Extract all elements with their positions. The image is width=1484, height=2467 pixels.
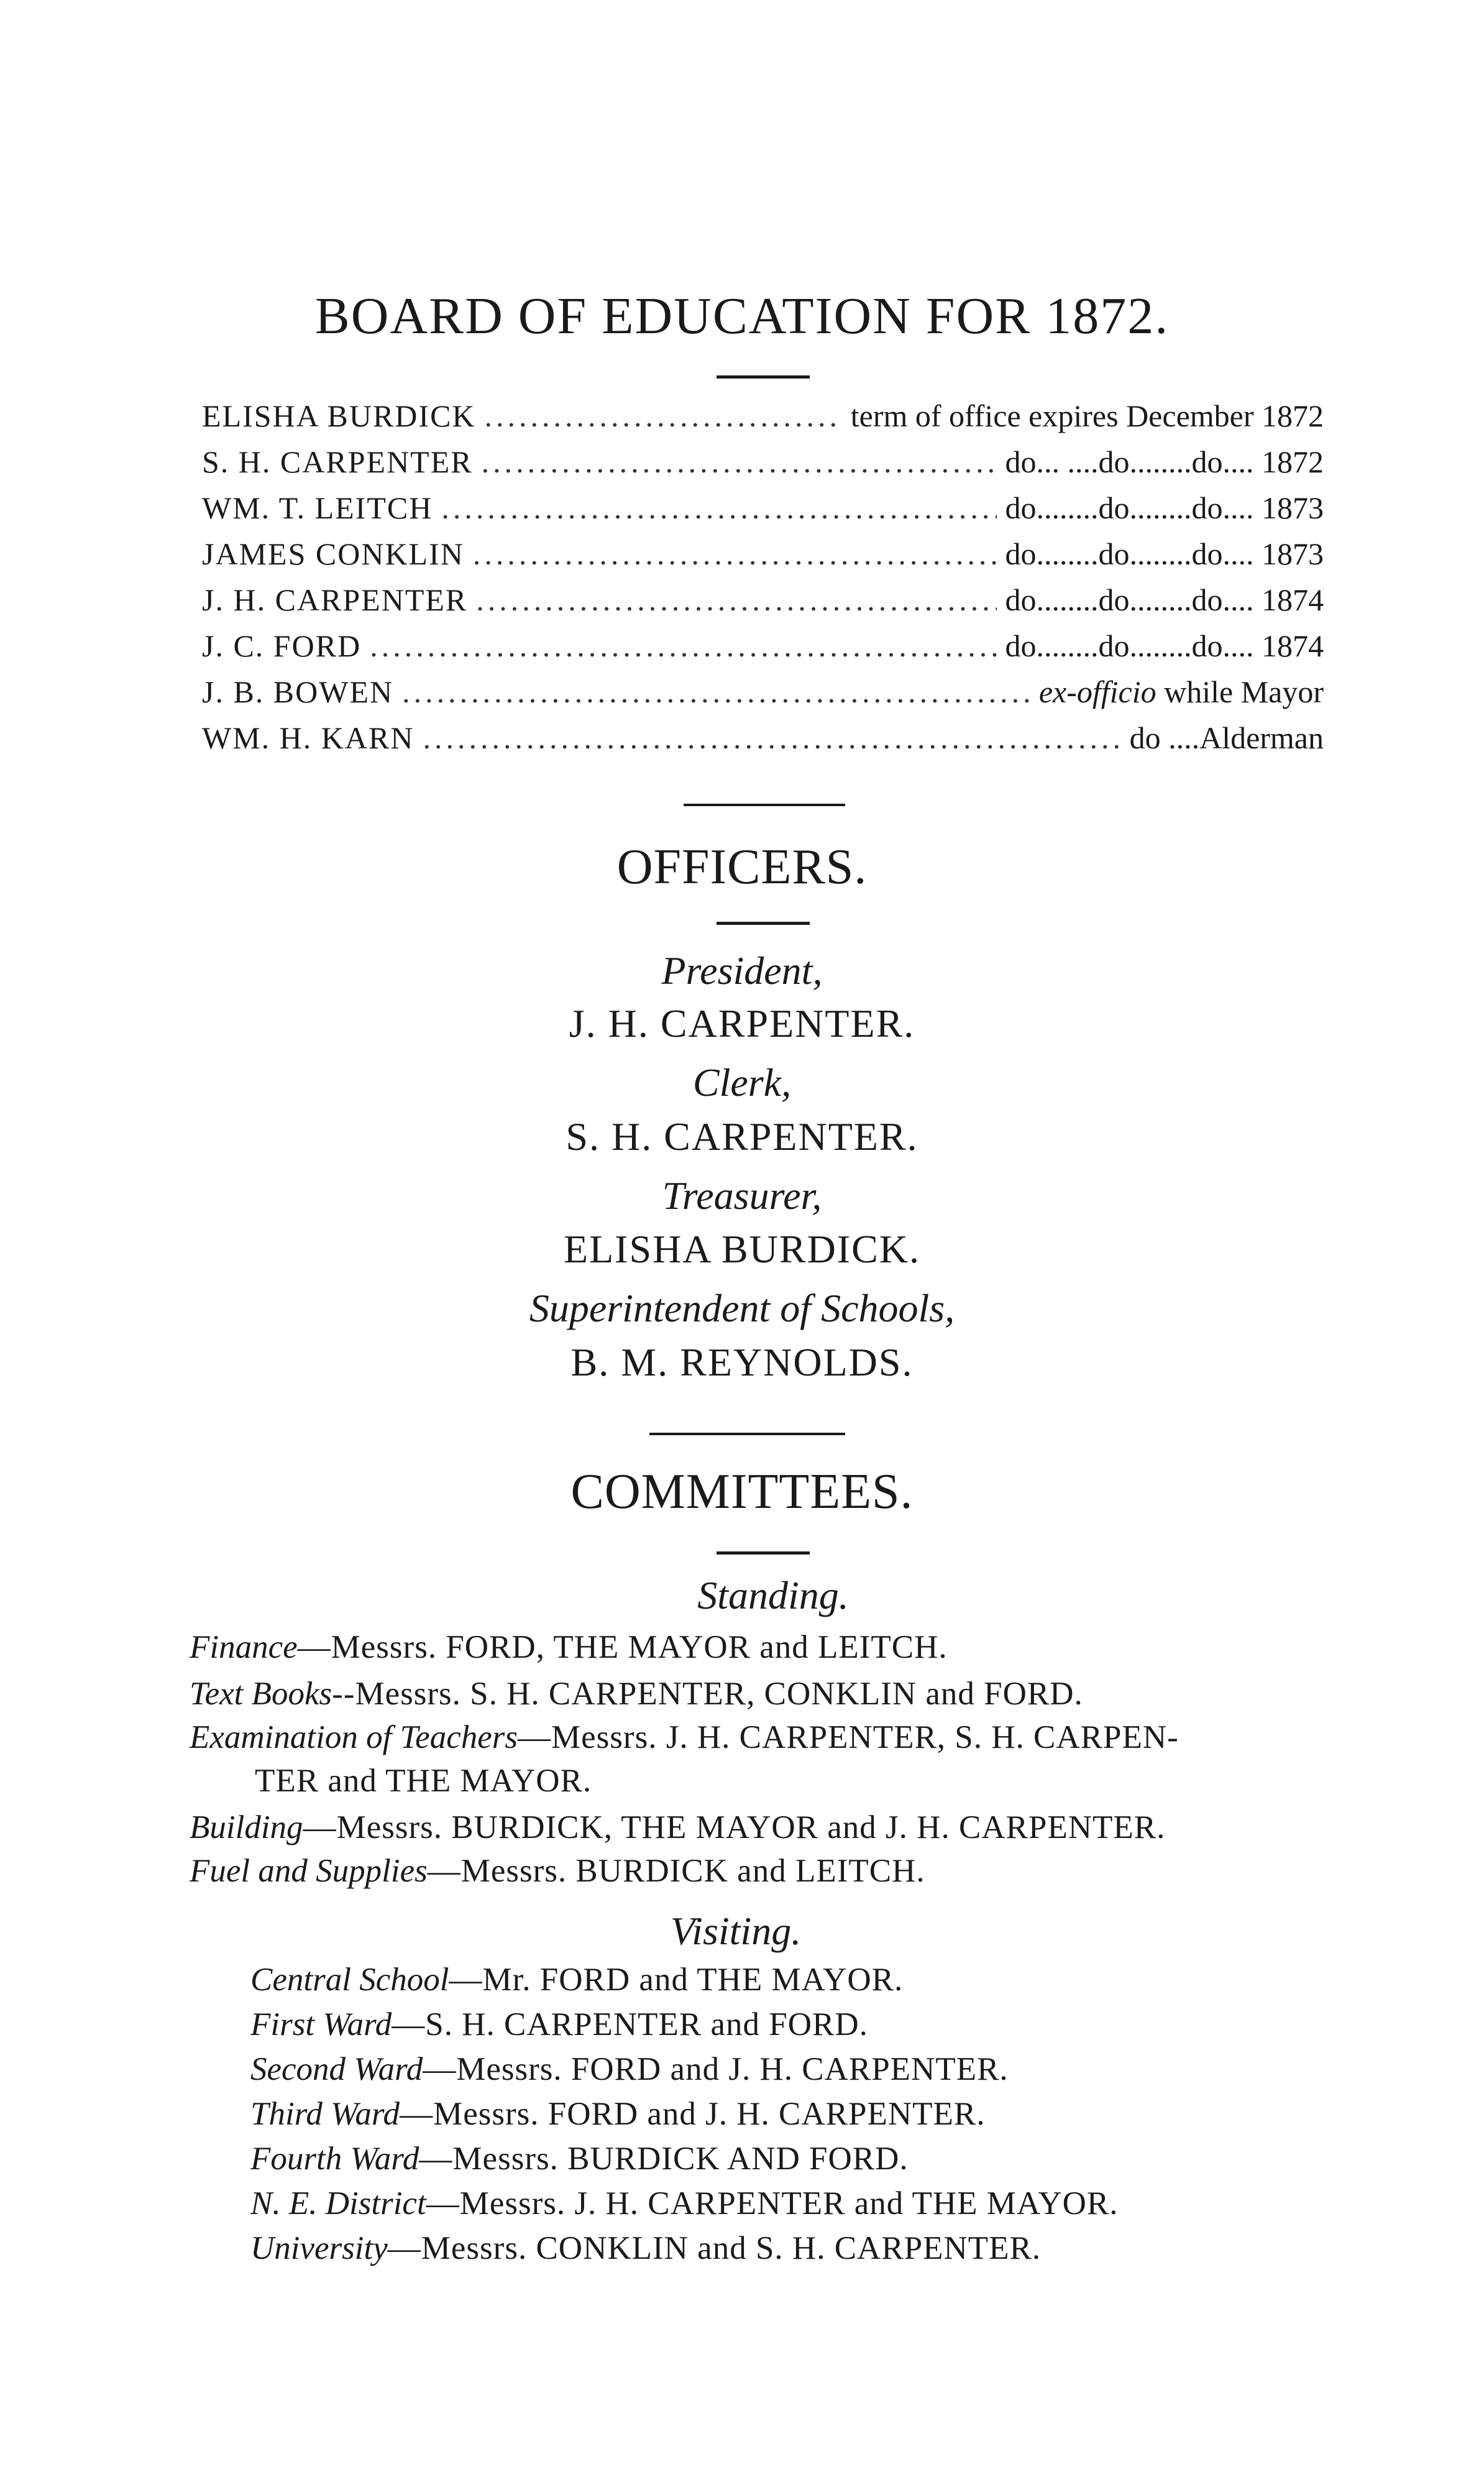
- title-divider: [717, 375, 810, 379]
- member-term: do........do........do.... 1873: [1005, 536, 1324, 571]
- committee-name: Finance: [190, 1629, 298, 1665]
- president-name: J. H. CARPENTER.: [569, 1001, 915, 1045]
- visiting-committee-line: [250, 2140, 909, 2177]
- leader-dots: [370, 628, 996, 664]
- committee-name: Fuel and Supplies: [190, 1853, 428, 1889]
- clerk-name: S. H. CARPENTER.: [566, 1114, 918, 1159]
- member-name: J. C. FORD: [202, 628, 362, 663]
- board-members-list: [202, 398, 1324, 766]
- member-name: S. H. CARPENTER: [202, 444, 473, 479]
- board-member-row: [202, 398, 1324, 444]
- committee-line: [190, 1719, 1179, 1756]
- committee-members: —Messrs. J. H. CARPENTER and THE MAYOR.: [426, 2185, 1119, 2221]
- committee-members: —Messrs. FORD and J. H. CARPENTER.: [423, 2051, 1009, 2087]
- board-member-row: [202, 582, 1324, 628]
- leader-dots: [402, 674, 1030, 710]
- clerk-label: Clerk,: [692, 1060, 792, 1105]
- visiting-committee-line: [250, 2185, 1119, 2222]
- member-term: do... ....do........do.... 1872: [1005, 444, 1324, 479]
- visiting-label: Visiting.: [670, 1909, 802, 1953]
- leader-dots: [441, 490, 996, 526]
- committee-name: Third Ward: [250, 2096, 400, 2132]
- leader-dots: [473, 536, 997, 572]
- committee-members: —Messrs. FORD, THE MAYOR and LEITCH.: [297, 1629, 948, 1665]
- treasurer-name: ELISHA BURDICK.: [563, 1227, 921, 1271]
- member-term: do........do........do.... 1873: [1005, 490, 1324, 525]
- page-title: BOARD OF EDUCATION FOR 1872.: [314, 287, 1170, 345]
- committee-name: First Ward: [250, 2006, 392, 2042]
- visiting-committee-line: [250, 1961, 903, 1998]
- committee-name: University: [250, 2230, 388, 2266]
- member-term-italic: ex-officio: [1038, 674, 1157, 709]
- board-member-row: [202, 444, 1324, 490]
- committee-name: Examination of Teachers: [190, 1719, 518, 1755]
- committee-name: Building: [190, 1809, 303, 1845]
- committee-line: [190, 1809, 1165, 1846]
- member-name: WM. T. LEITCH: [202, 490, 433, 525]
- board-member-row: [202, 720, 1324, 766]
- committee-members: —Messrs. BURDICK, THE MAYOR and J. H. CARPENTER.: [303, 1809, 1166, 1845]
- leader-dots: [482, 444, 997, 480]
- board-divider: [684, 804, 845, 806]
- committee-members: —Messrs. BURDICK AND FORD.: [419, 2141, 909, 2177]
- superintendent-label: Superintendent of Schools,: [529, 1286, 955, 1330]
- committee-members-continued: TER and THE MAYOR.: [255, 1763, 592, 1799]
- committee-members: —Messrs. CONKLIN and S. H. CARPENTER.: [387, 2230, 1042, 2266]
- treasurer-label: Treasurer,: [662, 1174, 822, 1218]
- member-term: do........do........do.... 1874: [1005, 628, 1324, 663]
- committee-continuation: [255, 1762, 592, 1799]
- member-name: J. H. CARPENTER: [202, 582, 468, 617]
- committee-members: —Messrs. J. H. CARPENTER, S. H. CARPEN-: [518, 1719, 1179, 1755]
- committees-divider: [717, 1551, 810, 1555]
- committee-name: Fourth Ward: [250, 2141, 419, 2177]
- officers-divider: [717, 922, 810, 925]
- committee-members: —Messrs. BURDICK and LEITCH.: [427, 1853, 925, 1889]
- leader-dots: [423, 720, 1120, 756]
- committee-members: —S. H. CARPENTER and FORD.: [392, 2006, 868, 2042]
- visiting-committee-line: [250, 2230, 1041, 2267]
- officers-end-divider: [649, 1433, 845, 1435]
- board-member-row: [202, 536, 1324, 582]
- member-term-rest: while Mayor: [1156, 674, 1324, 709]
- visiting-committee-line: [250, 2006, 868, 2043]
- committee-members: —Mr. FORD and THE MAYOR.: [449, 1962, 904, 1998]
- visiting-committee-line: [250, 2095, 986, 2133]
- standing-label: Standing.: [697, 1573, 849, 1617]
- board-member-row: [202, 674, 1324, 720]
- leader-dots: [476, 582, 996, 618]
- committee-name: N. E. District: [250, 2185, 426, 2221]
- committee-line: [190, 1675, 1083, 1712]
- committee-members: —Messrs. FORD and J. H. CARPENTER.: [400, 2096, 986, 2132]
- visiting-committee-line: [250, 2051, 1009, 2088]
- member-name: J. B. BOWEN: [202, 674, 394, 709]
- member-name: ELISHA BURDICK: [202, 398, 476, 433]
- officers-heading: OFFICERS.: [616, 840, 868, 894]
- member-term: [1039, 674, 1324, 710]
- member-term: do ....Alderman: [1129, 720, 1324, 755]
- committee-members: --Messrs. S. H. CARPENTER, CONKLIN and FORD.: [332, 1676, 1083, 1712]
- member-name: WM. H. KARN: [202, 720, 415, 755]
- committee-line: [190, 1629, 948, 1666]
- board-member-row: [202, 490, 1324, 536]
- member-term: do........do........do.... 1874: [1005, 582, 1324, 617]
- board-member-row: [202, 628, 1324, 674]
- committee-name: Central School: [250, 1962, 449, 1998]
- committee-name: Second Ward: [250, 2051, 423, 2087]
- committees-heading: COMMITTEES.: [570, 1464, 914, 1519]
- committee-line: [190, 1852, 925, 1890]
- member-term: term of office expires December 1872: [850, 398, 1324, 433]
- superintendent-name: B. M. REYNOLDS.: [570, 1340, 914, 1384]
- president-label: President,: [661, 949, 823, 993]
- member-name: JAMES CONKLIN: [202, 536, 464, 571]
- leader-dots: [485, 398, 842, 434]
- committee-name: Text Books: [190, 1676, 332, 1712]
